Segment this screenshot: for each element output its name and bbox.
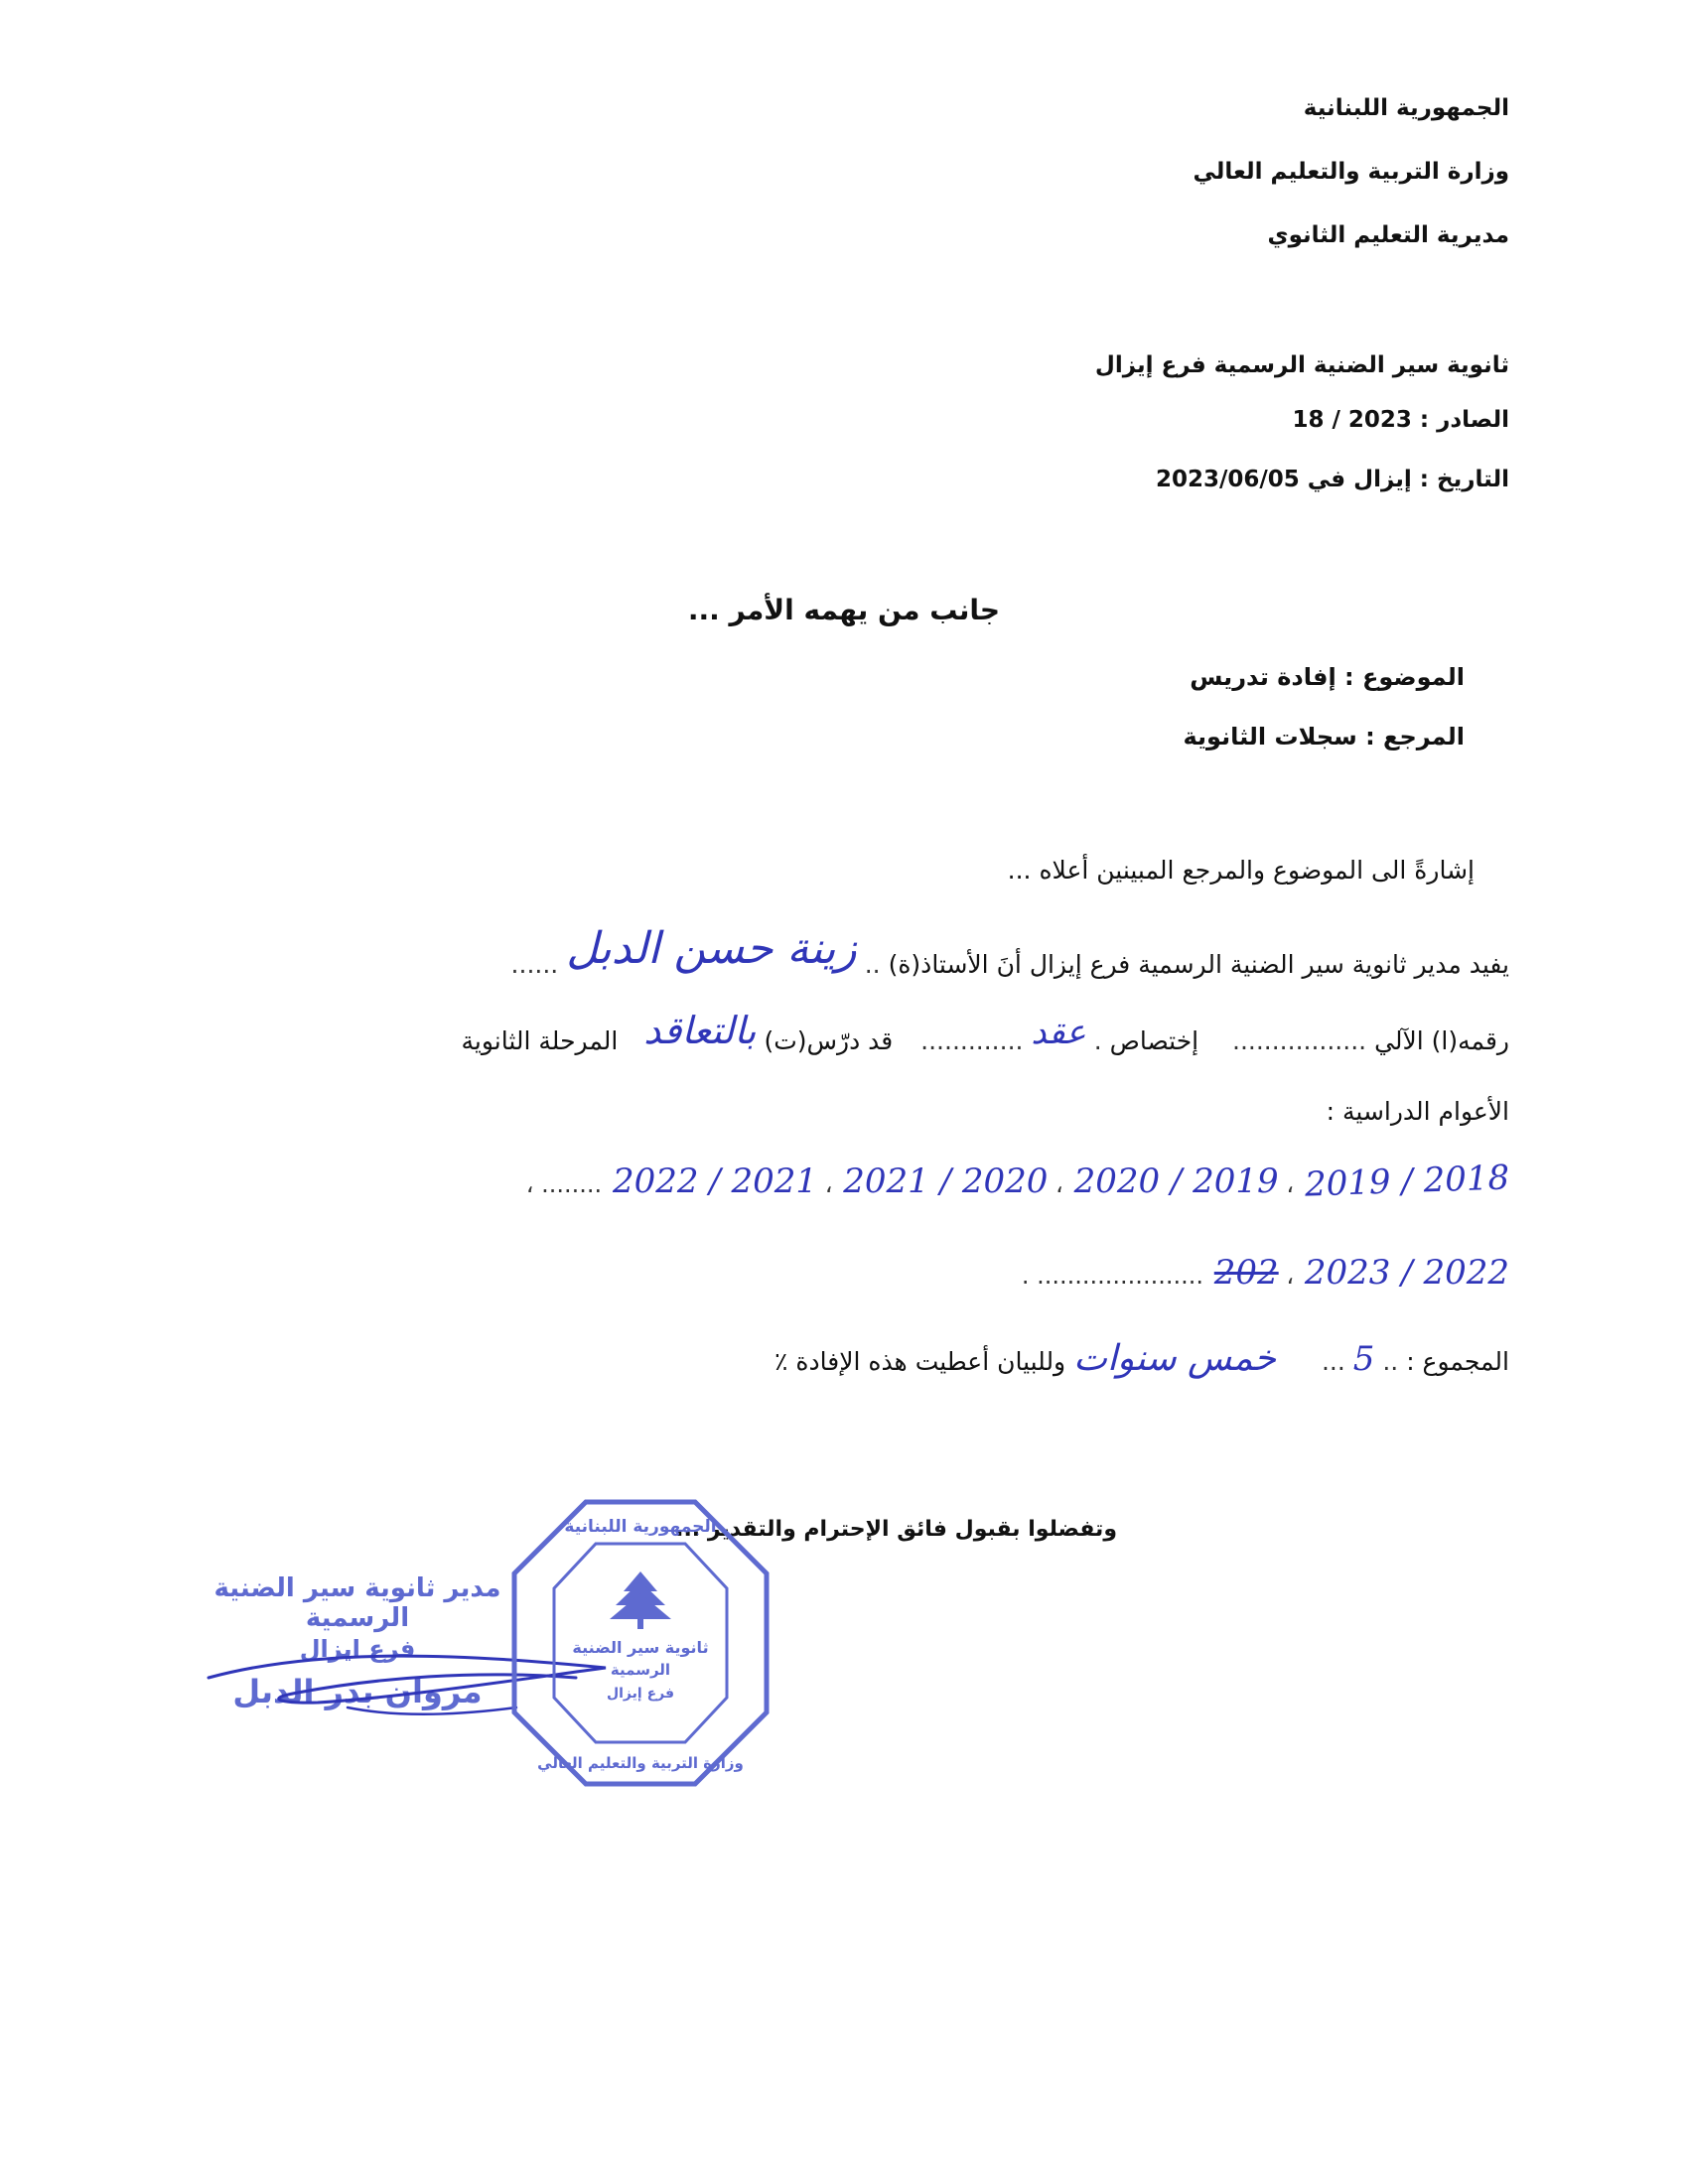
line1-prefix: يفيد مدير ثانوية سير الضنية الرسمية فرع إيزال أنَ الأستاذ(ة) [888,950,1509,979]
stamp-line-3: مروان بدر الدبل [232,1673,483,1710]
total-dots: .. [1382,1347,1399,1376]
specialty-dots-end: ............. [920,1026,1024,1055]
stamp-line-2: فرع ايزال [299,1635,416,1663]
total-dots-mid: ... [1321,1347,1345,1376]
seal-inner-line-2: الرسمية [610,1661,671,1679]
intro-line: إشارةً الى الموضوع والمرجع المبينين أعلاه ... [1007,856,1475,885]
seal-inner-line-1: ثانوية سير الضنية [572,1638,709,1657]
year-dots: ........ ، [525,1170,603,1198]
name-dots-end: ...... [510,950,559,979]
year-2018-2019: 2019 / 2018 [1304,1158,1510,1205]
cedar-icon [610,1571,671,1629]
specialty-label: إختصاص [1109,1026,1199,1055]
total-label: المجموع : [1406,1347,1509,1376]
number-label: رقمه(ا) الآلي [1374,1026,1509,1055]
document-date [1156,467,1509,492]
year-dots-end: ...................... . [1021,1262,1203,1290]
name-dots: .. [864,950,881,979]
seal-outer-bottom: وزارة التربية والتعليم العالي [537,1754,744,1772]
specialty-dots: . [1093,1026,1102,1055]
seal-outer-top: الجمهورية اللبنانية [564,1517,717,1537]
year-2020-2021: 2021 / 2020 [843,1161,1049,1201]
ministry-header: وزارة التربية والتعليم العالي [1193,159,1509,185]
number-dots: ................. [1232,1026,1367,1055]
specialty-handwritten: عقد [1031,1013,1086,1052]
year-separator: ، [817,1170,833,1198]
reference-label: المرجع : [1365,723,1465,751]
date-label: التاريخ : [1419,467,1509,492]
subject-value: إفادة تدريس [1190,663,1336,691]
addressee: جانب من يهمه الأمر ... [687,594,1001,626]
directorate-header: مديرية التعليم الثانوي [1267,222,1509,248]
closing-statement: وللبيان أعطيت هذه الإفادة ٪ [774,1347,1066,1376]
outgoing-label: الصادر : [1419,407,1509,433]
outgoing-number [1292,407,1509,433]
outgoing-value: 18 / 2023 [1292,407,1412,433]
years-label: الأعوام الدراسية : [1326,1097,1509,1126]
reference-line [1183,723,1465,751]
total-words-handwritten: خمس سنوات [1073,1338,1277,1379]
closing-line: وتفضلوا بقبول فائق الإحترام والتقدير ... [675,1517,1117,1542]
republic-header: الجمهورية اللبنانية [1303,95,1509,121]
total-number-handwritten: 5 [1352,1339,1375,1379]
subject-line [1190,663,1465,691]
year-separator: ، [1278,1170,1295,1198]
school-name: ثانوية سير الضنية الرسمية فرع إيزال [1094,352,1509,378]
year-2019-2020: 2020 / 2019 [1073,1161,1279,1201]
years-row-1 [525,1158,1510,1205]
taught-handwritten: بالتعاقد [643,1009,757,1052]
teacher-name-handwritten: زينة حسن الدبل [566,923,857,974]
year-2021-2022: 2022 / 2021 [612,1161,818,1201]
subject-label: الموضوع : [1344,663,1465,691]
year-separator: ، [1278,1262,1295,1290]
reference-value: سجلات الثانوية [1183,723,1357,751]
stage-text: المرحلة الثانوية [461,1026,619,1055]
years-row-2 [1022,1253,1509,1293]
taught-label: قد درّس(ت) [764,1026,894,1055]
year-separator: ، [1048,1170,1063,1198]
details-line [461,1009,1510,1058]
stamp-line-1: مدير ثانوية سير الضنية الرسمية [213,1573,501,1633]
official-seal [506,1494,774,1792]
teacher-line [510,923,1509,984]
seal-inner-line-3: فرع إيزال [606,1686,675,1702]
crossed-out-year: 202 [1213,1253,1279,1293]
total-line [774,1338,1509,1379]
year-2022-2023: 2023 / 2022 [1304,1253,1509,1293]
date-value: إيزال في 2023/06/05 [1155,467,1412,492]
